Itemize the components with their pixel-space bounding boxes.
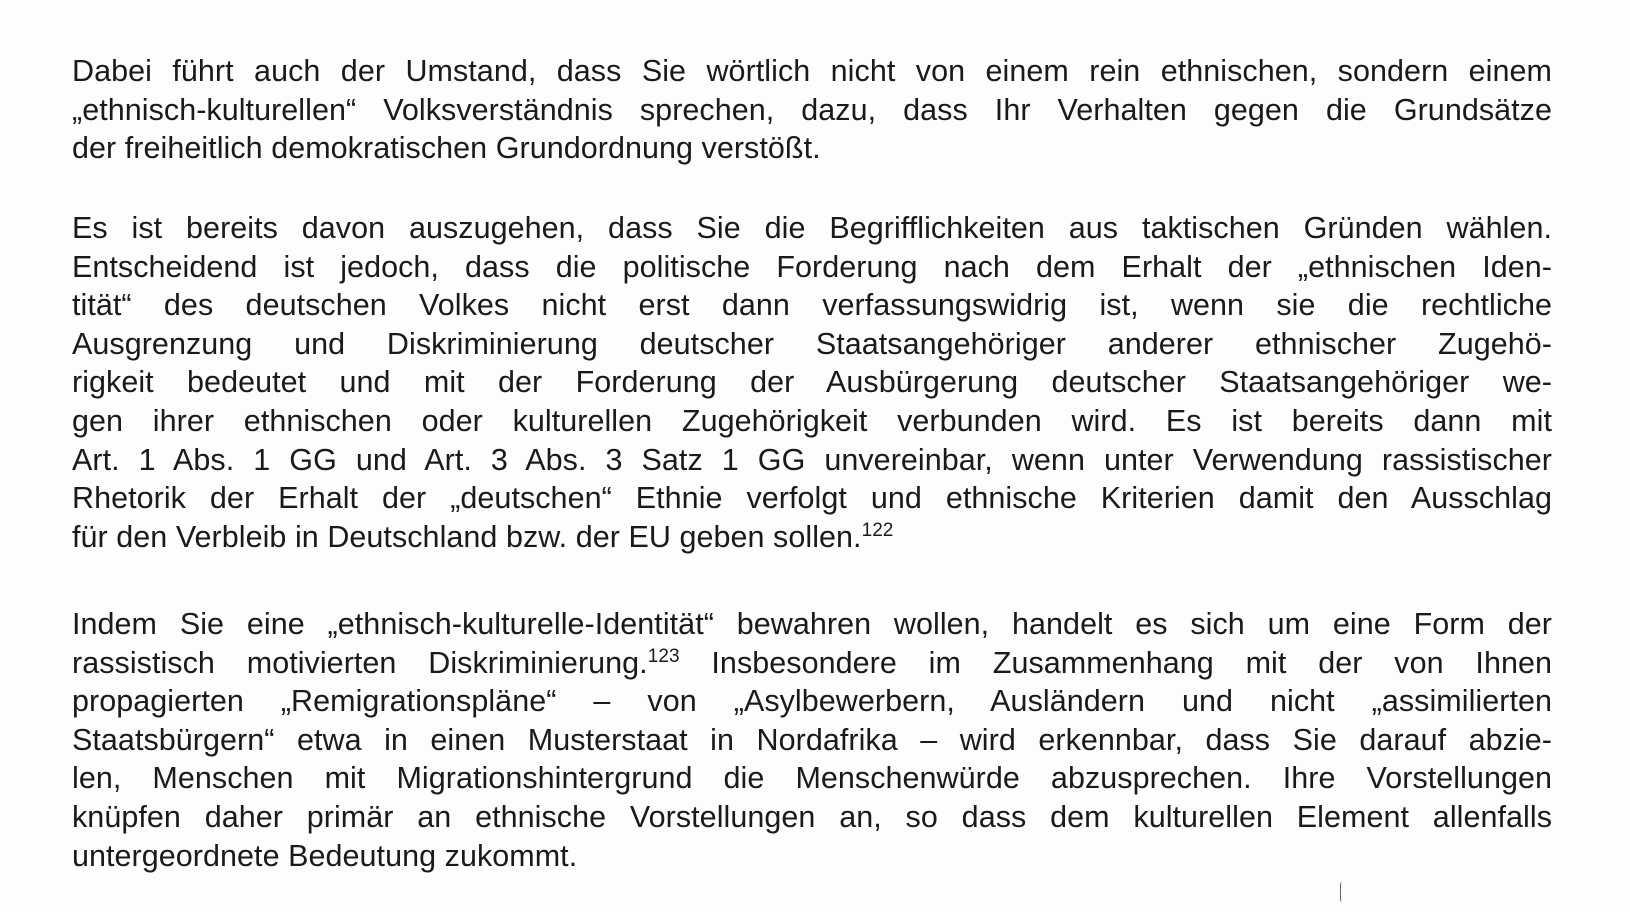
paragraph-line: Dabei führt auch der Umstand, dass Sie wörtlich nicht von einem rein ethnischen, sondern einem <box>72 54 1552 88</box>
line-text: rassistisch motivierten Diskriminierung. <box>72 645 648 680</box>
paragraph-line: Rhetorik der Erhalt der „deutschen“ Ethnie verfolgt und ethnische Kriterien damit den Ausschlag <box>72 481 1552 516</box>
footnote-reference-122[interactable]: 122 <box>861 519 894 541</box>
paragraph-line: propagierten „Remigrationspläne“ – von „Asylbewerbern, Ausländern und nicht „assimilierten <box>72 684 1552 719</box>
paragraph-line-with-footnote <box>72 644 1552 683</box>
footnote-reference-123[interactable]: 123 <box>647 645 680 667</box>
paragraph-line: „ethnisch-kulturellen“ Volksverständnis sprechen, dazu, dass Ihr Verhalten gegen die Grundsätze <box>72 92 1552 127</box>
paragraph-line: Ausgrenzung und Diskriminierung deutscher Staatsangehöriger anderer ethnischer Zugehö- <box>72 326 1552 361</box>
scan-artifact-mark <box>1340 882 1345 902</box>
paragraph-line: Indem Sie eine „ethnisch-kulturelle-Identität“ bewahren wollen, handelt es sich um eine Form der <box>72 607 1552 641</box>
line-text: für den Verbleib in Deutschland bzw. der EU geben sollen. <box>72 519 862 554</box>
line-text-continuation: Insbesondere im Zusammenhang mit der von Ihnen <box>679 645 1552 680</box>
paragraph-line: rigkeit bedeutet und mit der Forderung der Ausbürgerung deutscher Staatsangehöriger we- <box>72 365 1552 400</box>
paragraph-line: Staatsbürgern“ etwa in einen Musterstaat in Nordafrika – wird erkennbar, dass Sie darauf abzie- <box>72 722 1552 757</box>
paragraph-line: untergeordnete Bedeutung zukommt. <box>72 838 578 873</box>
paragraph-line: tität“ des deutschen Volkes nicht erst dann verfassungswidrig ist, wenn sie die rechtliche <box>72 288 1552 323</box>
paragraph-line: Entscheidend ist jedoch, dass die politische Forderung nach dem Erhalt der „ethnischen Iden- <box>72 249 1552 284</box>
paragraph-line: knüpfen daher primär an ethnische Vorstellungen an, so dass dem kulturellen Element allenfalls <box>72 799 1552 834</box>
paragraph-2 <box>72 209 1552 556</box>
paragraph-line: der freiheitlich demokratischen Grundordnung verstößt. <box>72 131 821 166</box>
paragraph-line: gen ihrer ethnischen oder kulturellen Zugehörigkeit verbunden wird. Es ist bereits dann mit <box>72 403 1552 438</box>
paragraph-line: Es ist bereits davon auszugehen, dass Sie die Begrifflichkeiten aus taktischen Gründen wählen. <box>72 211 1552 245</box>
paragraph-line: len, Menschen mit Migrationshintergrund die Menschenwürde abzusprechen. Ihre Vorstellungen <box>72 761 1552 796</box>
paragraph-line: Art. 1 Abs. 1 GG und Art. 3 Abs. 3 Satz 1 GG unvereinbar, wenn unter Verwendung rassistischer <box>72 442 1552 477</box>
paragraph-last-line <box>72 518 1552 557</box>
paragraph-3 <box>72 605 1552 875</box>
paragraph-1 <box>72 52 1552 168</box>
